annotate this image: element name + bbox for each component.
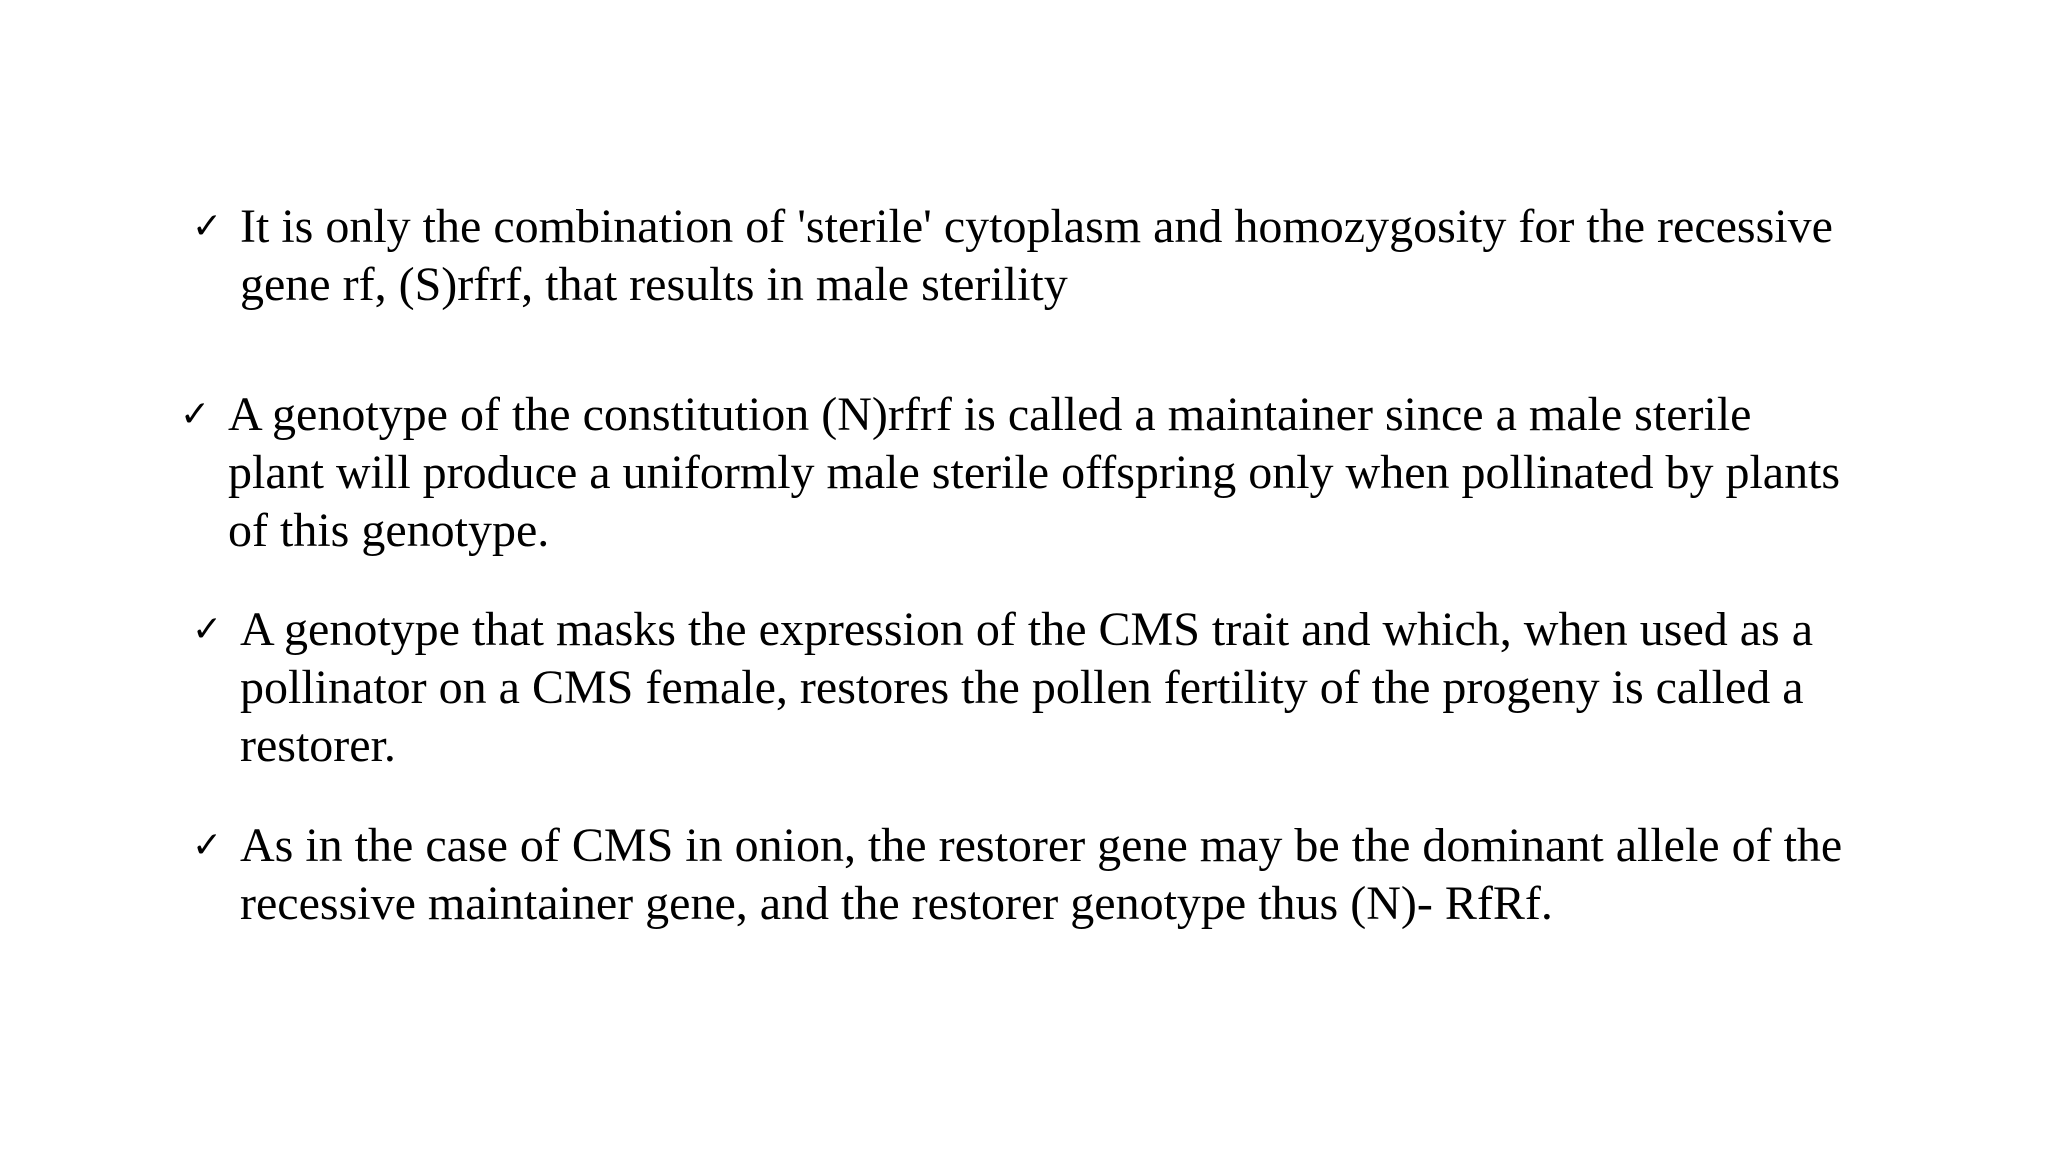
bullet-item [192,198,1892,314]
check-icon: ✓ [192,609,223,650]
bullet-text [240,817,1892,933]
bullet-item [192,817,1892,933]
bullet-line: pollinator on a CMS female, restores the pollen fertility of the progeny is called a [240,661,1804,714]
bullet-line: A genotype of the constitution (N)rfrf is called a maintainer since a male sterile [228,388,1752,441]
bullet-line: A genotype that masks the expression of the CMS trait and which, when used as a [240,603,1814,656]
bullet-line: gene rf, (S)rfrf, that results in male sterility [240,258,1068,311]
bullet-text [240,601,1892,775]
bullet-text [228,386,1880,560]
bullet-line: As in the case of CMS in onion, the restorer gene may be the dominant allele of the [240,819,1843,872]
check-icon: ✓ [192,206,223,247]
bullet-line: plant will produce a uniformly male sterile offspring only when pollinated by plants [228,446,1841,499]
bullet-line: It is only the combination of 'sterile' cytoplasm and homozygosity for the recessive [240,200,1833,253]
bullet-item [192,601,1892,775]
check-icon: ✓ [180,394,211,435]
bullet-line: of this genotype. [228,504,550,557]
bullet-line: recessive maintainer gene, and the restorer genotype thus (N)- RfRf. [240,877,1553,930]
bullet-text [240,198,1892,314]
bullet-line: restorer. [240,719,396,772]
check-icon: ✓ [192,825,223,866]
bullet-item [180,386,1880,560]
